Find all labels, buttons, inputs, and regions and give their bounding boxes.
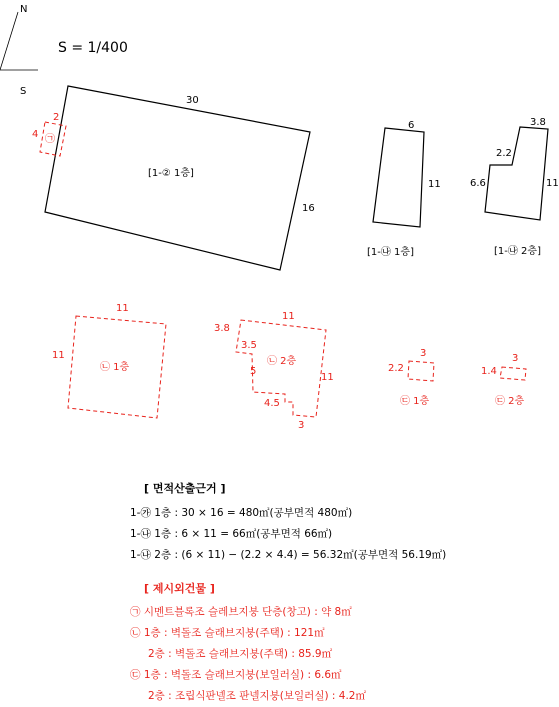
area-row: 1-㉯ 2층 : (6 × 11) − (2.2 × 4.4) = 56.32㎡(공부면적 56.19㎡) <box>130 549 447 561</box>
red-c-outline <box>408 361 434 381</box>
annex-mark: ㉠ <box>45 134 55 145</box>
area-calculation-heading: [ 면적산출근거 ] <box>144 482 226 495</box>
red-b-d4: 4.5 <box>264 398 280 409</box>
south-label: S <box>20 86 27 97</box>
main-dim-top: 30 <box>186 95 199 106</box>
red-b-d1: 3.8 <box>214 323 230 334</box>
red-c-dim-top: 3 <box>420 348 427 359</box>
main-building-label: [1-② 1층] <box>148 168 194 179</box>
red-d-label: ㉢ 2층 <box>495 396 525 407</box>
outside-buildings <box>130 580 550 707</box>
red-a-dim-left: 11 <box>52 350 65 361</box>
red-c-dim-left: 2.2 <box>388 363 404 374</box>
red-d-outline <box>500 367 526 380</box>
building-c-dim-left: 6.6 <box>470 178 486 189</box>
building-c-dim-top: 3.8 <box>530 117 546 128</box>
building-c-outline <box>485 127 548 220</box>
building-c-dim-right: 11 <box>546 178 559 189</box>
building-b-label: [1-㉯ 1층] <box>367 247 414 258</box>
area-calculation <box>130 480 550 566</box>
red-a-label: ㉡ 1층 <box>100 362 130 373</box>
outside-row: ㉠ 시멘트블록조 슬레브지붕 단층(창고) : 약 8㎡ <box>130 606 352 618</box>
red-c-label: ㉢ 1층 <box>400 396 430 407</box>
red-b-d5: 3 <box>298 420 305 431</box>
red-d-dim-left: 1.4 <box>481 366 497 377</box>
red-b-dim-right: 11 <box>321 372 334 383</box>
area-row: 1-㉮ 1층 : 30 × 16 = 480㎡(공부면적 480㎡) <box>130 507 353 519</box>
building-b-dim-right: 11 <box>428 179 441 190</box>
main-dim-right: 16 <box>302 203 315 214</box>
area-row: 1-㉯ 1층 : 6 × 11 = 66㎡(공부면적 66㎡) <box>130 528 333 540</box>
building-b-dim-top: 6 <box>408 120 415 131</box>
outside-buildings-heading: [ 제시외건물 ] <box>144 582 215 595</box>
outside-row: 2층 : 조립식판넬조 판넬지붕(보일러실) : 4.2㎡ <box>148 690 366 702</box>
red-a-dim-top: 11 <box>116 303 129 314</box>
annex-dim-side: 4 <box>32 129 39 140</box>
red-b-d3: 5 <box>250 366 257 377</box>
red-b-d2: 3.5 <box>241 340 257 351</box>
red-b-label: ㉡ 2층 <box>267 356 297 367</box>
outside-row: ㉡ 1층 : 벽돌조 슬래브지붕(주택) : 121㎡ <box>130 627 325 639</box>
building-c-label: [1-㉯ 2층] <box>494 246 541 257</box>
annex-dim-top: 2 <box>53 112 60 123</box>
north-label: N <box>20 4 28 15</box>
outside-row: 2층 : 벽돌조 슬래브지붕(주택) : 85.9㎡ <box>148 648 333 660</box>
building-b-outline <box>373 128 424 227</box>
building-c-dim-notch: 2.2 <box>496 148 512 159</box>
red-d-dim-top: 3 <box>512 353 519 364</box>
outside-row: ㉢ 1층 : 벽돌조 슬래브지붕(보일러실) : 6.6㎡ <box>130 669 342 681</box>
north-arrow-line <box>0 12 18 70</box>
scale-label: S = 1/400 <box>58 40 128 56</box>
red-b-dim-top: 11 <box>282 311 295 322</box>
